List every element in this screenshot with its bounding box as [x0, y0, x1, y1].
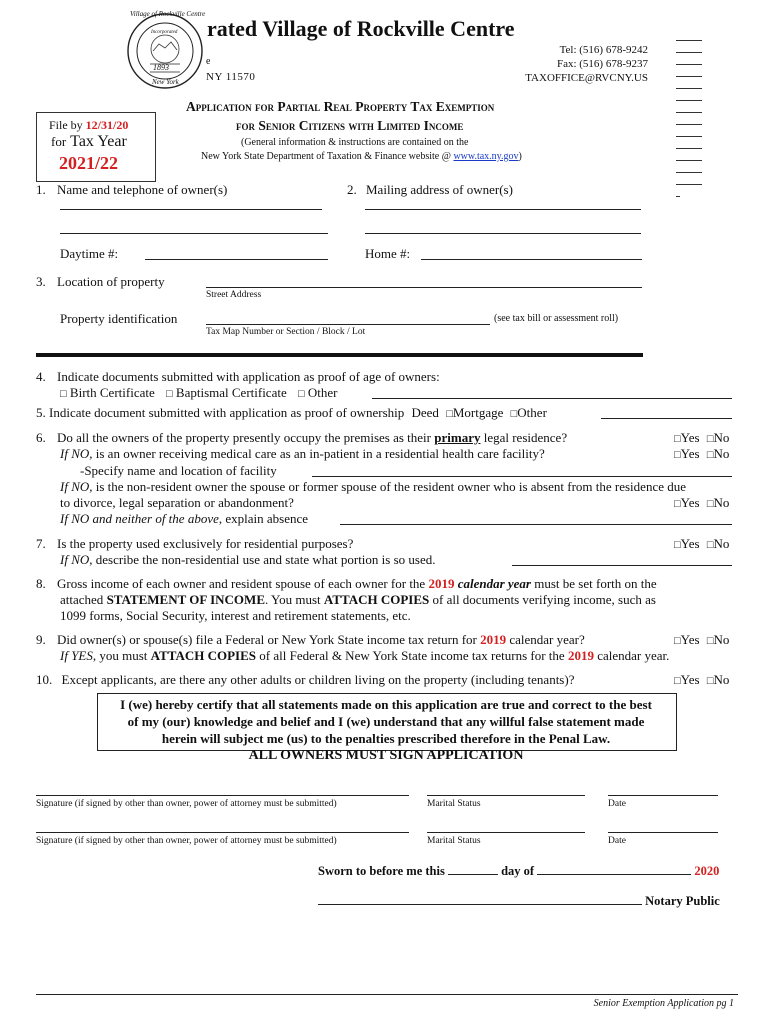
- marital-status-caption-2: Marital Status: [427, 836, 481, 846]
- q6-ifno2-text-cont: to divorce, legal separation or abandonment?: [60, 495, 294, 510]
- instructions-note-line1: (General information & instructions are contained on the: [241, 137, 469, 148]
- q6c-no-checkbox[interactable]: □: [706, 498, 714, 510]
- date-caption-2: Date: [608, 836, 626, 846]
- q10-no-label: No: [713, 672, 730, 687]
- q7-ifno-text: describe the non-residential use and state what portion is so used.: [95, 552, 436, 567]
- q9-line2-e: calendar year.: [597, 648, 670, 663]
- absence-explanation-field[interactable]: [340, 524, 732, 525]
- q4-text: Indicate documents submitted with application as proof of age of owners:: [57, 369, 440, 384]
- date-field-1[interactable]: [608, 795, 718, 796]
- q6-ifno3-text: , explain absence: [218, 511, 309, 526]
- q6-ifno3-lead: If NO and neither of the above: [60, 511, 219, 526]
- q6c-yes-label: Yes: [680, 495, 700, 510]
- sworn-month-field[interactable]: [537, 862, 691, 875]
- q6b-no-checkbox[interactable]: □: [706, 449, 714, 461]
- q7-no-checkbox[interactable]: □: [706, 539, 714, 551]
- q9-line1-year: 2019: [480, 632, 507, 647]
- file-by-box: [36, 112, 156, 182]
- q9-no-label: No: [713, 632, 730, 647]
- q8-line1-b: calendar year: [457, 576, 531, 591]
- right-margin-rules: [676, 38, 702, 203]
- marital-status-field-2[interactable]: [427, 832, 585, 833]
- property-location-field[interactable]: [206, 287, 642, 288]
- q8-number: 8.: [36, 576, 46, 591]
- daytime-phone-field[interactable]: [145, 259, 328, 260]
- q6c-yes-checkbox[interactable]: □: [674, 498, 681, 510]
- signature-caption-1: Signature (if signed by other than owner, power of attorney must be submitted): [36, 799, 337, 809]
- address-state: NY 11570: [206, 71, 256, 83]
- q6b-yes-no: [674, 446, 729, 462]
- q8-line2-a: attached: [60, 592, 104, 607]
- seal-mid-text: Incorporated: [151, 30, 178, 35]
- q7-yes-label: Yes: [680, 536, 700, 551]
- q9-line2-d: of all Federal & New York State income tax returns for the: [259, 648, 565, 663]
- age-proof-other-field[interactable]: [372, 398, 732, 399]
- village-seal: [126, 12, 204, 90]
- q4-number: 4.: [36, 369, 46, 384]
- q9-yes-no: [674, 632, 729, 648]
- q6-yes-checkbox[interactable]: □: [674, 433, 681, 445]
- q6b-no-label: No: [713, 446, 730, 461]
- office-telephone: Tel: (516) 678-9242: [559, 44, 648, 56]
- mailing-address-field-1[interactable]: [365, 209, 641, 210]
- mortgage-label: Mortgage: [452, 405, 504, 420]
- certification-line3: herein will subject me (us) to the penalties prescribed therefore in the Penal Law.: [161, 731, 611, 746]
- q6-ifno2-lead: If NO,: [60, 479, 93, 494]
- q6-yes-label: Yes: [680, 430, 700, 445]
- q9-no-checkbox[interactable]: □: [706, 635, 714, 647]
- office-email: TAXOFFICE@RVCNY.US: [525, 72, 648, 84]
- q6-no-checkbox[interactable]: □: [706, 433, 714, 445]
- date-caption-1: Date: [608, 799, 626, 809]
- ownership-other-checkbox[interactable]: □: [510, 408, 518, 420]
- q6-ifno2-text: is the non-resident owner the spouse or former spouse of the resident owner who is absent from the residence due: [95, 479, 686, 494]
- footer-rule: [36, 994, 738, 995]
- q9-line1-a: Did owner(s) or spouse(s) file a Federal or New York State income tax return for: [57, 632, 477, 647]
- sworn-year: 2020: [694, 864, 720, 878]
- q9-number: 9.: [36, 632, 46, 647]
- street-address-caption: Street Address: [206, 290, 262, 300]
- facility-field[interactable]: [312, 476, 732, 477]
- birth-certificate-checkbox[interactable]: □: [60, 388, 67, 400]
- q8-line2-e: of all documents verifying income, such as: [432, 592, 656, 607]
- q6c-yes-no: [674, 495, 729, 511]
- certification-line1: I (we) hereby certify that all statements made on this application are true and correct to the best: [120, 697, 652, 712]
- property-identification-label: Property identification: [60, 311, 178, 326]
- instructions-note-suffix: ): [518, 151, 522, 162]
- q9-line1-b: calendar year?: [509, 632, 585, 647]
- all-owners-must-sign: ALL OWNERS MUST SIGN APPLICATION: [248, 748, 524, 763]
- q7-text: Is the property used exclusively for residential purposes?: [57, 536, 354, 551]
- file-by-label: File by: [49, 118, 83, 132]
- date-field-2[interactable]: [608, 832, 718, 833]
- file-by-date: 12/31/20: [85, 118, 129, 132]
- q10-yes-label: Yes: [680, 672, 700, 687]
- age-proof-other-checkbox[interactable]: □: [297, 388, 305, 400]
- q6-number: 6.: [36, 430, 46, 445]
- q8-statement-of-income: STATEMENT OF INCOME: [106, 592, 265, 607]
- sworn-day-field[interactable]: [448, 862, 498, 875]
- signature-field-2[interactable]: [36, 832, 409, 833]
- marital-status-field-1[interactable]: [427, 795, 585, 796]
- property-identification-field[interactable]: [206, 324, 490, 325]
- q6-yes-no: [674, 430, 729, 446]
- q7-yes-checkbox[interactable]: □: [674, 539, 681, 551]
- signature-field-1[interactable]: [36, 795, 409, 796]
- q6-ifno-text: is an owner receiving medical care as an in-patient in a residential health care facility?: [95, 446, 545, 461]
- q10-yes-checkbox[interactable]: □: [674, 675, 681, 687]
- daytime-phone-label: Daytime #:: [60, 246, 119, 261]
- ownership-other-label: Other: [517, 405, 547, 420]
- q10-number: 10.: [36, 672, 53, 687]
- birth-certificate-label: Birth Certificate: [69, 385, 155, 400]
- home-phone-label: Home #:: [365, 246, 411, 261]
- footer-page-label: Senior Exemption Application pg 1: [593, 998, 734, 1009]
- signature-caption-2: Signature (if signed by other than owner, power of attorney must be submitted): [36, 836, 337, 846]
- q6-text-a: Do all the owners of the property presently occupy the premises as their: [57, 430, 431, 445]
- q7-ifno-lead: If NO,: [60, 552, 93, 567]
- q3-label: Location of property: [57, 274, 165, 289]
- tax-year-value: 2021/22: [59, 153, 119, 173]
- address-fragment: e: [206, 56, 211, 67]
- section-divider: [36, 353, 643, 357]
- q1-label: Name and telephone of owner(s): [57, 182, 228, 197]
- certification-line2: of my (our) knowledge and belief and I (we) understand that any willful false statement made: [127, 714, 645, 729]
- q6c-no-label: No: [713, 495, 730, 510]
- tax-bill-note: (see tax bill or assessment roll): [494, 313, 619, 324]
- age-proof-other-label: Other: [307, 385, 338, 400]
- page-title: rated Village of Rockville Centre: [207, 16, 515, 41]
- marital-status-caption-1: Marital Status: [427, 799, 481, 809]
- q2-number: 2.: [347, 182, 357, 197]
- q9-line2-b: , you must: [92, 648, 148, 663]
- mortgage-checkbox[interactable]: □: [446, 408, 453, 420]
- sworn-prefix: Sworn to before me this: [318, 864, 445, 878]
- q8-line2-c: . You must: [265, 592, 321, 607]
- application-title-line1: Application for Partial Real Property Tax Exemption: [186, 99, 495, 114]
- q10-yes-no: [674, 672, 729, 688]
- notary-signature-field[interactable]: [318, 892, 642, 905]
- q3-number: 3.: [36, 274, 46, 289]
- application-title-line2: for Senior Citizens with Limited Income: [236, 118, 464, 133]
- deed-label: Deed: [411, 405, 439, 420]
- q10-text: Except applicants, are there any other adults or children living on the property (including tenants)?: [61, 672, 575, 687]
- q6b-yes-label: Yes: [680, 446, 700, 461]
- instructions-note-prefix: New York State Department of Taxation & Finance website @: [201, 151, 451, 162]
- q2-label: Mailing address of owner(s): [366, 182, 513, 197]
- q9-ifyes-lead: If YES: [60, 648, 93, 663]
- ownership-other-field[interactable]: [601, 418, 732, 419]
- seal-bottom-text: New York: [152, 78, 179, 86]
- tax-website-link[interactable]: www.tax.ny.gov: [453, 151, 519, 162]
- q6-ifno-lead: If NO,: [60, 446, 93, 461]
- q7-no-label: No: [713, 536, 730, 551]
- q8-line1-c: must be set forth on the: [534, 576, 657, 591]
- q9-yes-label: Yes: [680, 632, 700, 647]
- q9-line2-year: 2019: [567, 648, 594, 663]
- sworn-day-of: day of: [501, 864, 535, 878]
- home-phone-field[interactable]: [421, 259, 642, 260]
- q9-yes-checkbox[interactable]: □: [674, 635, 681, 647]
- non-residential-use-field[interactable]: [512, 565, 732, 566]
- q8-line1-year: 2019: [428, 576, 455, 591]
- q6-primary: primary: [434, 430, 481, 445]
- mailing-address-field-2[interactable]: [365, 233, 641, 234]
- q8-line1-a: Gross income of each owner and resident spouse of each owner for the: [57, 576, 426, 591]
- baptismal-certificate-checkbox[interactable]: □: [166, 388, 173, 400]
- tax-map-caption: Tax Map Number or Section / Block / Lot: [206, 327, 366, 337]
- seal-top-text: Village of Rockville Centre: [130, 10, 206, 18]
- q6-text-b: legal residence?: [483, 430, 568, 445]
- q7-yes-no: [674, 536, 729, 552]
- q6b-yes-checkbox[interactable]: □: [674, 449, 681, 461]
- q8-attach-copies: ATTACH COPIES: [323, 592, 430, 607]
- q6-no-label: No: [713, 430, 730, 445]
- baptismal-certificate-label: Baptismal Certificate: [175, 385, 287, 400]
- q7-number: 7.: [36, 536, 46, 551]
- q10-no-checkbox[interactable]: □: [706, 675, 714, 687]
- q5-text: 5. Indicate document submitted with application as proof of ownership: [36, 405, 405, 420]
- q9-attach-copies: ATTACH COPIES: [150, 648, 257, 663]
- q6-specify-facility: -Specify name and location of facility: [80, 463, 277, 478]
- tax-year-label: Tax Year: [70, 133, 127, 150]
- q1-number: 1.: [36, 182, 46, 197]
- q8-line3: 1099 forms, Social Security, interest and retirement statements, etc.: [60, 608, 411, 623]
- owner-telephone-field[interactable]: [60, 233, 328, 234]
- office-fax: Fax: (516) 678-9237: [556, 58, 648, 70]
- seal-year: 1893: [153, 63, 169, 72]
- owner-name-field[interactable]: [60, 209, 322, 210]
- for-label: for: [51, 134, 67, 149]
- notary-public-label: Notary Public: [645, 894, 720, 908]
